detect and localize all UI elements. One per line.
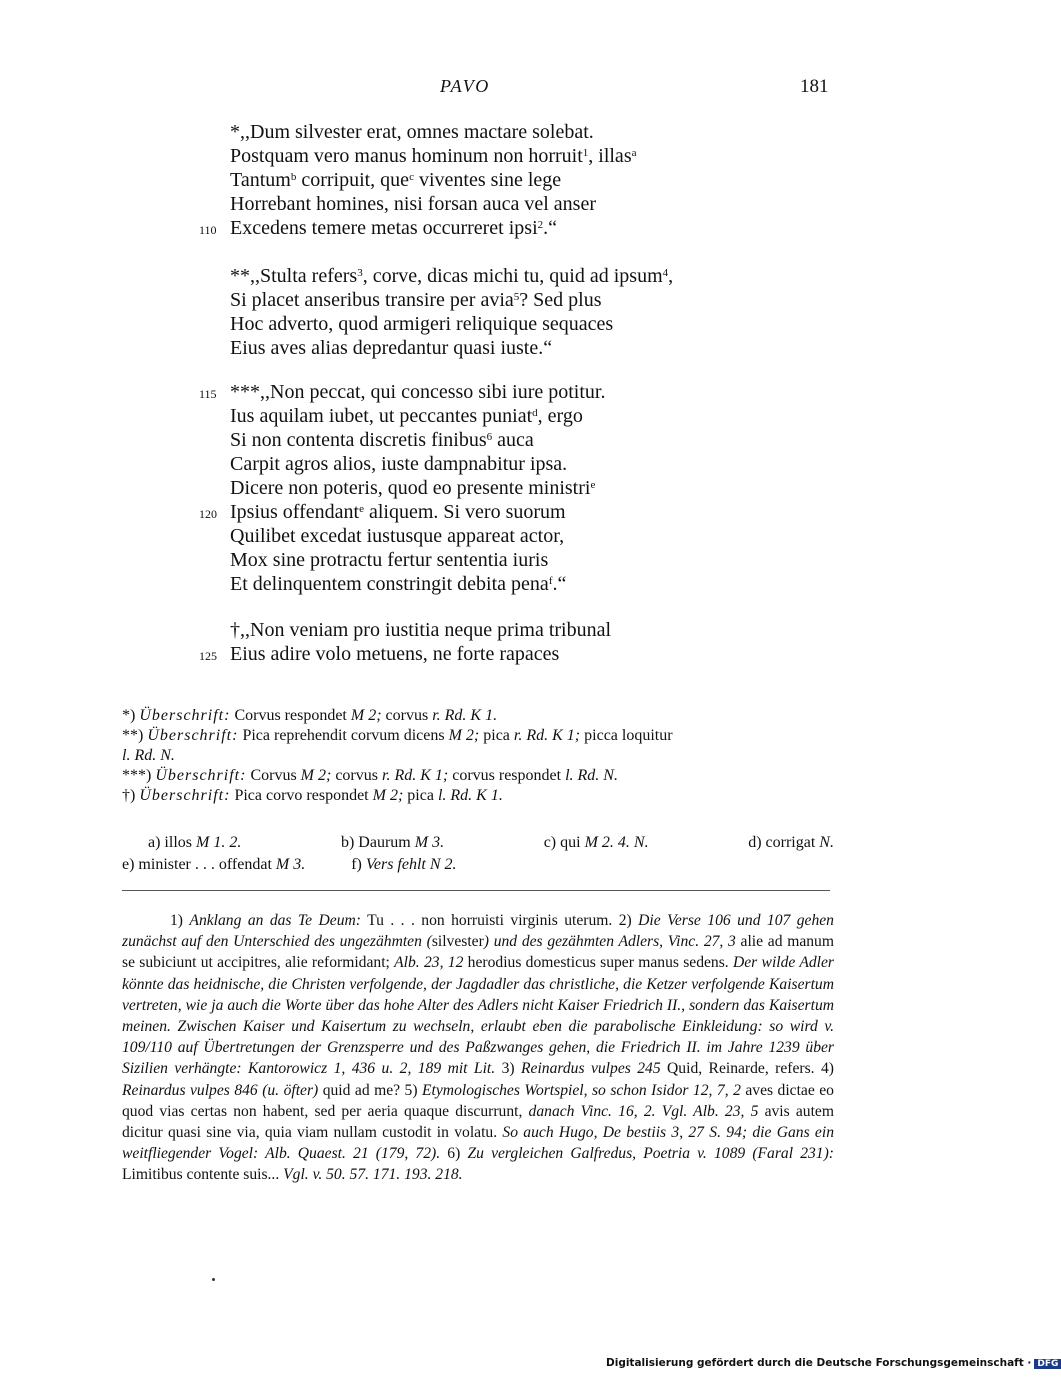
line-number: 125 bbox=[199, 649, 217, 663]
verse-text: , corve, dicas michi tu, quid ad ipsum bbox=[362, 265, 663, 287]
footnote-marker: 2 bbox=[537, 219, 544, 231]
verse-text: corripuit, que bbox=[296, 169, 410, 191]
verse-text: Et delinquentem constringit debita pena bbox=[230, 573, 549, 595]
commentary-segment: ) und des gezähmten Adlers, Vinc. 27, 3 bbox=[483, 933, 736, 951]
verse-text: Dicere non poteris, quod eo presente ministri bbox=[230, 477, 591, 499]
scan-speck bbox=[212, 1278, 215, 1281]
footnote-marker: 6 bbox=[486, 431, 493, 443]
commentary-segment: alie ad manum se subiciunt ut accipitres, alie reformidant; bbox=[122, 933, 834, 972]
note-row: †) Überschrift: Pica corvo respondet M 2; pica l. Rd. K 1. bbox=[122, 787, 503, 804]
verse-line bbox=[230, 428, 534, 452]
commentary-segment: Reinardus vulpes 245 bbox=[521, 1060, 661, 1078]
commentary-segment: Zu vergleichen Galfredus, Poetria v. 1089 (Faral 231): bbox=[467, 1145, 834, 1163]
verse-line bbox=[230, 168, 561, 192]
page-number: 181 bbox=[800, 76, 829, 97]
verse-text: *,,Dum silvester erat, omnes mactare solebat. bbox=[230, 121, 594, 143]
commentary-segment: Tu . . . non horruisti virginis uterum. 2) bbox=[360, 912, 639, 929]
verse-line bbox=[230, 524, 564, 548]
apparatus-entry: c) qui M 2. 4. N. bbox=[543, 834, 649, 851]
apparatus-entry: f) Vers fehlt N 2. bbox=[351, 856, 457, 873]
verse-line bbox=[230, 500, 566, 524]
verse-line bbox=[230, 452, 567, 476]
verse-text: Horrebant homines, nisi forsan auca vel anser bbox=[230, 193, 596, 215]
verse-text: .“ bbox=[543, 217, 558, 239]
commentary-segment: Quid, Reinarde, refers. 4) bbox=[660, 1060, 834, 1078]
footnote-marker: d bbox=[532, 407, 538, 419]
verse-line bbox=[230, 264, 673, 288]
verse-line bbox=[230, 618, 611, 642]
verse-text: ? Sed plus bbox=[519, 289, 602, 311]
verse-text: , illas bbox=[588, 145, 632, 167]
verse-line bbox=[230, 144, 637, 168]
footnote-marker: b bbox=[290, 171, 297, 183]
footnote-marker: c bbox=[409, 171, 414, 183]
note-row: l. Rd. N. bbox=[122, 747, 175, 764]
verse-line bbox=[230, 120, 594, 144]
apparatus-entry: d) corrigat N. bbox=[748, 834, 834, 851]
commentary-segment: Der wilde Adler könnte das heidnische, die Christen verfolgende, der Jagdadler das christliche, die Ketzer verfolgende Kaisertum vertreten, wie ja auch die Worte über das hohe Alter des Adlers nicht Kaiser Friedrich II., sondern das Kaisertum meinen. Zwischen Kaiser und Kaisertum zu wechseln, erlaubt eben die parabolische Einkleidung: so wird v. 109/110 auf Übertretungen der Grenzsperre und des Paßzwanges gehen, die Friedrich II. im Jahre 1239 über Sizilien verhängte: Kantorowicz 1, 436 u. 2, 189 mit Lit. bbox=[122, 954, 834, 1078]
verse-text: Eius adire volo metuens, ne forte rapaces bbox=[230, 643, 560, 665]
commentary-segment: silvester bbox=[431, 933, 484, 951]
footnote-marker: 3 bbox=[357, 267, 363, 279]
footnote-marker: f bbox=[548, 575, 553, 587]
commentary-segment: Limitibus contente suis... bbox=[122, 1166, 284, 1184]
verse-line bbox=[230, 572, 566, 596]
note-row: *) Überschrift: Corvus respondet M 2; corvus r. Rd. K 1. bbox=[122, 707, 498, 724]
footnote-marker: e bbox=[359, 503, 364, 515]
note-row: **) Überschrift: Pica reprehendit corvum dicens M 2; pica r. Rd. K 1; picca loquitur bbox=[122, 727, 673, 744]
commentary-segment: Etymologisches Wortspiel, so schon Isidor 12, 7, 2 bbox=[422, 1081, 741, 1099]
verse-text: Hoc adverto, quod armigeri reliquique sequaces bbox=[230, 313, 614, 335]
verse-text: aliquem. Si vero suorum bbox=[363, 501, 566, 523]
verse-text: viventes sine lege bbox=[413, 169, 562, 191]
verse-text: auca bbox=[492, 429, 534, 451]
commentary-segment: aves dictae eo quod vias certas non habent, sed per aeria quaque discurrunt, bbox=[122, 1081, 834, 1120]
commentary-segment: Die Verse 106 und 107 gehen zunächst auf den Unterschied des ungezähmten ( bbox=[122, 912, 834, 951]
commentary-paragraph bbox=[122, 910, 834, 1186]
verse-line bbox=[230, 476, 595, 500]
verse-line bbox=[230, 548, 548, 572]
verse-line bbox=[230, 404, 583, 428]
verse-text: †,,Non veniam pro iustitia neque prima tribunal bbox=[230, 619, 612, 641]
commentary-segment: Vgl. v. 50. 57. 171. 193. 218. bbox=[283, 1166, 463, 1184]
dfg-logo: DFG bbox=[1034, 1359, 1061, 1369]
verse-text: ***,,Non peccat, qui concesso sibi iure potitur. bbox=[230, 381, 606, 403]
verse-text: Quilibet excedat iustusque appareat actor, bbox=[230, 525, 565, 547]
page-title: PAVO bbox=[440, 76, 491, 96]
commentary-segment: danach Vinc. 16, 2. Vgl. Alb. 23, 5 bbox=[528, 1102, 759, 1120]
digitization-credit: Digitalisierung gefördert durch die Deutsche Forschungsgemeinschaft · DFG bbox=[606, 1357, 1061, 1369]
verse-text: Mox sine protractu fertur sententia iuris bbox=[230, 549, 549, 571]
verse-text: Carpit agros alios, iuste dampnabitur ipsa. bbox=[230, 453, 568, 475]
verse-text: , ergo bbox=[537, 405, 583, 427]
commentary-segment: quid ad me? 5) bbox=[318, 1081, 423, 1099]
commentary-segment: So auch Hugo, De bestiis 3, 27 S. 94; die Gans ein weitfliegender Vogel: Alb. Quaest. 21 (179, 72). bbox=[122, 1124, 834, 1163]
line-number: 110 bbox=[199, 223, 217, 237]
verse-line bbox=[230, 380, 605, 404]
verse-text: Tantum bbox=[230, 169, 291, 191]
verse-text: Excedens temere metas occurreret ipsi bbox=[230, 217, 538, 239]
commentary-segment: 1) bbox=[170, 912, 190, 929]
apparatus-entry: b) Daurum M 3. bbox=[340, 834, 445, 851]
commentary-segment: Anklang an das Te Deum: bbox=[189, 912, 361, 929]
commentary-segment: Alb. 23, 12 bbox=[394, 954, 464, 972]
footnote-marker: 1 bbox=[582, 147, 589, 159]
line-number: 120 bbox=[199, 507, 217, 521]
commentary-segment: Reinardus vulpes 846 (u. öfter) bbox=[122, 1081, 319, 1099]
commentary-segment: herodius domesticus super manus sedens. bbox=[463, 954, 733, 972]
verse-text: **,,Stulta refers bbox=[230, 265, 358, 287]
verse-text: , bbox=[668, 265, 674, 287]
verse-line bbox=[230, 192, 596, 216]
footnote-marker: a bbox=[631, 147, 637, 159]
footnote-divider bbox=[122, 890, 830, 891]
heading-notes bbox=[122, 706, 834, 806]
verse-text: Ius aquilam iubet, ut peccantes puniat bbox=[230, 405, 533, 427]
verse-line bbox=[230, 336, 552, 360]
verse-line bbox=[230, 312, 613, 336]
verse-line bbox=[230, 216, 557, 240]
verse-text: .“ bbox=[552, 573, 567, 595]
apparatus-entry: e) minister . . . offendat M 3. bbox=[122, 856, 306, 873]
line-number: 115 bbox=[199, 387, 217, 401]
commentary-segment: 3) bbox=[495, 1060, 522, 1078]
verse-text: Postquam vero manus hominum non horruit bbox=[230, 145, 583, 167]
verse-text: Ipsius offendant bbox=[230, 501, 360, 523]
commentary-notes bbox=[122, 910, 834, 1186]
verse-line bbox=[230, 642, 559, 666]
commentary-segment: 6) bbox=[440, 1145, 468, 1163]
verse-text: Si placet anseribus transire per avia bbox=[230, 289, 514, 311]
footnote-marker: 4 bbox=[662, 267, 669, 279]
apparatus-entry: a) illos M 1. 2. bbox=[148, 834, 242, 851]
footnote-marker: e bbox=[590, 479, 596, 491]
verse-text: Si non contenta discretis finibus bbox=[230, 429, 487, 451]
verse-text: Eius aves alias depredantur quasi iuste.“ bbox=[230, 337, 553, 359]
note-row: ***) Überschrift: Corvus M 2; corvus r. Rd. K 1; corvus respondet l. Rd. N. bbox=[122, 767, 618, 784]
footnote-marker: 5 bbox=[513, 291, 520, 303]
commentary-segment: avis autem dicitur quasi sine via, quia viam nullam custodit in volatu. bbox=[122, 1102, 834, 1142]
verse-line bbox=[230, 288, 602, 312]
critical-apparatus bbox=[122, 832, 834, 876]
